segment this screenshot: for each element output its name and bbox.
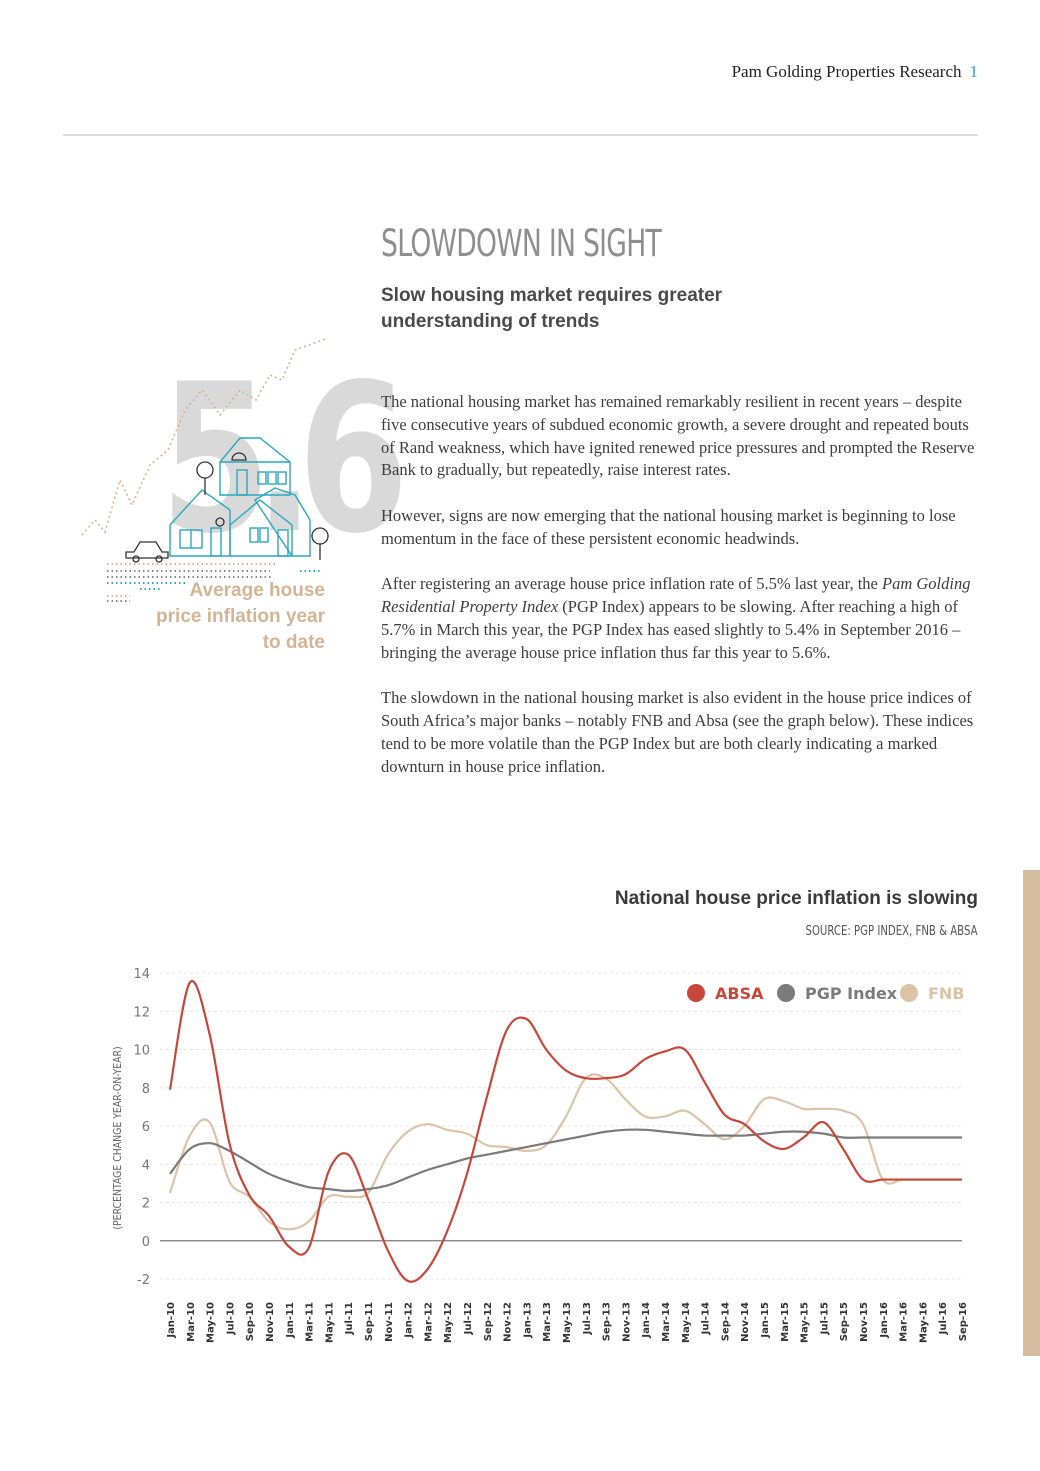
article-body bbox=[381, 391, 981, 801]
series-line-pgp-index bbox=[170, 1130, 962, 1191]
paragraph-4: The slowdown in the national housing market is also evident in the house price indices of South Africa’s major banks – notably FNB and Absa (see the graph below). These indices tend to be more volatile than the PGP Index but are both clearly indicating a marked downturn in house price inflation. bbox=[381, 688, 974, 776]
x-tick-label: May-15 bbox=[799, 1302, 811, 1343]
x-tick-label: Sep-16 bbox=[958, 1302, 969, 1342]
x-tick-label: May-13 bbox=[562, 1302, 573, 1343]
x-tick-label: Jan-10 bbox=[166, 1302, 177, 1338]
y-tick-label: 10 bbox=[133, 1043, 150, 1059]
y-tick-label: 8 bbox=[141, 1081, 150, 1097]
houses-illustration bbox=[70, 330, 340, 620]
y-tick-label: 4 bbox=[141, 1158, 150, 1174]
x-tick-label: Sep-14 bbox=[720, 1302, 732, 1342]
header-divider bbox=[63, 134, 978, 136]
x-tick-label: Nov-11 bbox=[383, 1302, 395, 1342]
x-tick-label: Sep-10 bbox=[245, 1302, 257, 1342]
x-tick-label: Mar-10 bbox=[185, 1302, 197, 1342]
page-number: 1 bbox=[969, 62, 978, 81]
x-tick-label: Nov-13 bbox=[621, 1302, 633, 1342]
chart-title: National house price inflation is slowing bbox=[614, 888, 978, 909]
paragraph-1: The national housing market has remained remarkably resilient in recent years – despite five consecutive years of subdued economic growth, a severe drought and repeated bouts of Rand weakness, which have ignited renewed price pressures and prompted the Reserve Bank to gradually, but repeatedly, raise interest rates. bbox=[381, 392, 975, 480]
x-tick-label: Nov-14 bbox=[740, 1302, 752, 1342]
paragraph-3 bbox=[381, 573, 981, 664]
y-tick-label: 12 bbox=[133, 1005, 150, 1021]
series-line-fnb bbox=[170, 1074, 962, 1229]
x-tick-label: Jan-13 bbox=[522, 1302, 534, 1338]
trend-line-decoration bbox=[82, 338, 328, 535]
x-tick-label: Mar-13 bbox=[542, 1302, 554, 1342]
infographic-caption: Average house price inflation year to date bbox=[156, 580, 325, 653]
x-tick-label: May-16 bbox=[918, 1302, 930, 1343]
x-tick-label: Mar-12 bbox=[423, 1302, 435, 1342]
x-tick-label: Jan-11 bbox=[284, 1302, 296, 1338]
legend-marker-fnb bbox=[900, 984, 918, 1002]
legend-label-pgp-index: PGP Index bbox=[805, 984, 898, 1003]
legend-label-absa: ABSA bbox=[715, 984, 764, 1003]
header-title: Pam Golding Properties Research bbox=[731, 62, 962, 81]
paragraph-2: However, signs are now emerging that the national housing market is beginning to lose momentum in the face of these persistent economic headwinds. bbox=[381, 505, 956, 548]
pgp-index-name: Pam Golding Residential Property Index bbox=[381, 574, 971, 617]
x-tick-label: May-12 bbox=[443, 1302, 455, 1343]
x-tick-label: Jul-16 bbox=[938, 1302, 950, 1335]
y-tick-label: 0 bbox=[141, 1234, 150, 1250]
accent-side-bar bbox=[1023, 870, 1040, 1356]
x-tick-label: Jul-12 bbox=[463, 1302, 474, 1335]
x-tick-label: Jul-10 bbox=[225, 1302, 237, 1335]
article-title: SLOWDOWN IN SIGHT bbox=[381, 222, 662, 265]
x-tick-label: Mar-14 bbox=[661, 1302, 672, 1342]
x-tick-label: Jul-11 bbox=[344, 1302, 356, 1335]
x-tick-label: Jan-15 bbox=[760, 1302, 771, 1338]
running-header bbox=[732, 62, 978, 82]
legend-marker-absa bbox=[687, 984, 705, 1002]
y-tick-label: 6 bbox=[141, 1120, 150, 1135]
series-line-absa bbox=[170, 981, 962, 1282]
chart-source: SOURCE: PGP INDEX, FNB & ABSA bbox=[805, 924, 978, 939]
x-tick-label: Sep-15 bbox=[839, 1302, 851, 1342]
x-tick-label: May-14 bbox=[680, 1302, 692, 1343]
x-tick-label: Sep-11 bbox=[364, 1302, 375, 1342]
x-tick-label: Mar-11 bbox=[304, 1302, 316, 1342]
y-tick-label: -2 bbox=[137, 1273, 150, 1288]
x-tick-label: Jan-16 bbox=[878, 1302, 890, 1338]
legend-label-fnb: FNB bbox=[928, 984, 965, 1003]
x-tick-label: Jan-14 bbox=[641, 1302, 653, 1338]
paragraph-3-end: (PGP Index) appears to be slowing. After reaching a high of 5.7% in March this year, the PGP Index has eased slightly to 5.4% in September 2016 – bringing the average house price inflation thus far this year to 5.6%. bbox=[381, 597, 961, 662]
x-tick-label: Mar-15 bbox=[779, 1302, 791, 1342]
x-tick-label: Nov-15 bbox=[859, 1302, 870, 1342]
article-subtitle: Slow housing market requires greater understanding of trends bbox=[381, 285, 723, 332]
x-tick-label: Nov-12 bbox=[502, 1302, 514, 1342]
y-tick-label: 14 bbox=[133, 967, 150, 982]
x-tick-label: May-11 bbox=[324, 1302, 336, 1343]
x-tick-label: Jul-13 bbox=[581, 1302, 593, 1335]
paragraph-3-start: After registering an average house price inflation rate of 5.5% last year, the bbox=[381, 574, 883, 594]
x-tick-label: May-10 bbox=[205, 1302, 217, 1343]
x-tick-label: Sep-12 bbox=[482, 1302, 494, 1342]
x-tick-label: Jul-14 bbox=[700, 1302, 712, 1335]
legend-marker-pgp-index bbox=[777, 984, 795, 1002]
x-tick-label: Nov-10 bbox=[265, 1302, 276, 1342]
x-tick-label: Jul-15 bbox=[819, 1302, 831, 1335]
x-tick-label: Jan-12 bbox=[403, 1302, 415, 1338]
x-tick-label: Mar-16 bbox=[898, 1302, 910, 1342]
y-axis-label: (PERCENTAGE CHANGE YEAR-ON-YEAR) bbox=[112, 1046, 125, 1230]
house-icon-group bbox=[170, 438, 310, 556]
car-icon bbox=[126, 542, 168, 562]
x-tick-label: Sep-13 bbox=[601, 1302, 613, 1342]
big-number-graphic: 5.6 bbox=[160, 341, 392, 579]
y-tick-label: 2 bbox=[141, 1196, 150, 1212]
tree-icon-group bbox=[197, 453, 328, 560]
